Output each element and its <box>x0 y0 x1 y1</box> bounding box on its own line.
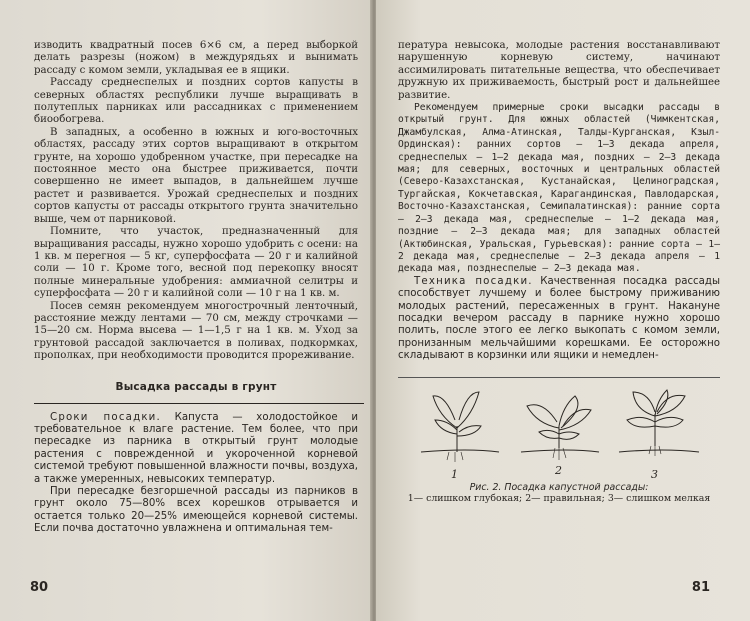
paragraph: В западных, а особенно в южных и юго-восточных областях, рассаду этих сортов выращивают в открытом грунте, на хорошо удобренном участке, при пересадке на постоянное место она быстрее приживается, почти совершенно не имеет выпадов, в дальнейшем лучше растет и развивается. Урожай среднеспелых и поздних сортов капусты от рассады открытого грунта значительно выше, чем от парниковой. <box>34 126 358 225</box>
paragraph: Посев семян рекомендуем многострочный ленточный, расстояние между лентами — 70 см, между строчками — 15—20 см. Норма высева — 1—1,5 г на 1 кв. м. Уход за грунтовой рассадой заключается в поливах, подкормках, прополках, при необходимости проводится прореживание. <box>34 300 358 362</box>
left-page <box>0 0 372 621</box>
figure-label-2: 2 <box>555 463 562 477</box>
figure-label-1: 1 <box>451 467 458 481</box>
paragraph <box>34 412 358 486</box>
figure-caption <box>398 482 720 505</box>
paragraph: При пересадке безгоршечной рассады из парников в грунт около 75—80% всех корешков отрывается и остается только 20—25% имеющейся корневой системы. Если почва достаточно увлажнена и оптимальная тем- <box>34 486 358 535</box>
paragraph-text: Капуста — холодостойкое и требовательное к влаге растение. Тем более, что при пересадке из парника в открытый грунт молодые растения с поврежденной и укороченной корневой системой требуют повышенной влажности почвы, воздуха, а также умеренных, невысоких температур. <box>34 411 359 485</box>
page-number: 80 <box>30 580 49 595</box>
planting-dates-paragraph: Рекомендуем примерные сроки высадки рассады в открытый грунт. Для южных областей (Чимкентская, Джамбулская, Алма-Атинская, Талды-Курганская, Кзыл-Ординская): ранних сортов — 1—3 декада апреля, среднеспелых — 1—2 декада мая, поздних — 2—3 декада мая; для северных, восточных и центральных областей (Северо-Казахстанская, Кустанайская, Целиноградская, Тургайская, Кокчетавская, Карагандинская, Павлодарская, Восточно-Казахстанская, Семипалатинская): ранние сорта — 2—3 декада мая, среднеспелые — 1—2 декада мая, поздние — 2—3 декада мая; для западных областей (Актюбинская, Уральская, Гурьевская): ранние сорта — 1—2 декада мая, среднеспелые — 2—3 декада апреля — 1 декада мая, позднеспелые — 2—3 декада мая. <box>398 102 720 275</box>
technique-lead: Техника посадки. <box>414 275 533 287</box>
right-page <box>376 0 750 621</box>
section-lead: Сроки посадки. <box>50 411 161 423</box>
paragraph-text: Качественная посадка рассады способствует лучшему и более быстрому приживанию молодых растений, пересаженных в грунт. Накануне посадки вечером рассаду в парнике нужно хорошо полить, после этого ее легко выкопать с комом земли, пронизанным мельчайшими корешками. Ее осторожно складывают в корзинки или ящики и немедлен- <box>398 275 720 362</box>
figure <box>398 377 720 505</box>
figure-caption-text: 1— слишком глубокая; 2— правильная; 3— слишком мелкая <box>407 493 711 505</box>
cabbage-seedlings-illustration <box>409 386 709 482</box>
paragraph: изводить квадратный посев 6×6 см, а перед выборкой делать разрезы (ножом) в междурядьях и вынимать рассаду с комом земли, укладывая ее в ящики. <box>34 40 358 76</box>
page-number: 81 <box>691 580 710 595</box>
figure-caption-title: Рис. 2. Посадка капустной рассады: <box>469 481 649 493</box>
section-title: Высадка рассады в грунт <box>115 380 277 393</box>
figure-label-3: 3 <box>651 467 658 481</box>
paragraph: пература невысока, молодые растения восстанавливают нарушенную корневую систему, начинают ассимилировать питательные вещества, что обеспечивает дружную их приживаемость, быстрый рост и дальнейшее развитие. <box>398 40 720 101</box>
paragraph: Помните, что участок, предназначенный для выращивания рассады, нужно хорошо удобрить с осени: на 1 кв. м перегноя — 5 кг, суперфосфата — 20 г и калийной соли — 10 г. Кроме того, весной под перекопку вносят полные минеральные удобрения: аммиачной селитры и суперфосфата — 20 г и калийной соли — 10 г на 1 кв. м. <box>34 226 358 300</box>
paragraph: Рассаду среднеспелых и поздних сортов капусты в северных областях республики лучше выращивать в полутеплых парниках или рассадниках с применением биообогрева. <box>34 77 358 126</box>
section-divider <box>34 403 364 404</box>
paragraph <box>398 276 720 363</box>
